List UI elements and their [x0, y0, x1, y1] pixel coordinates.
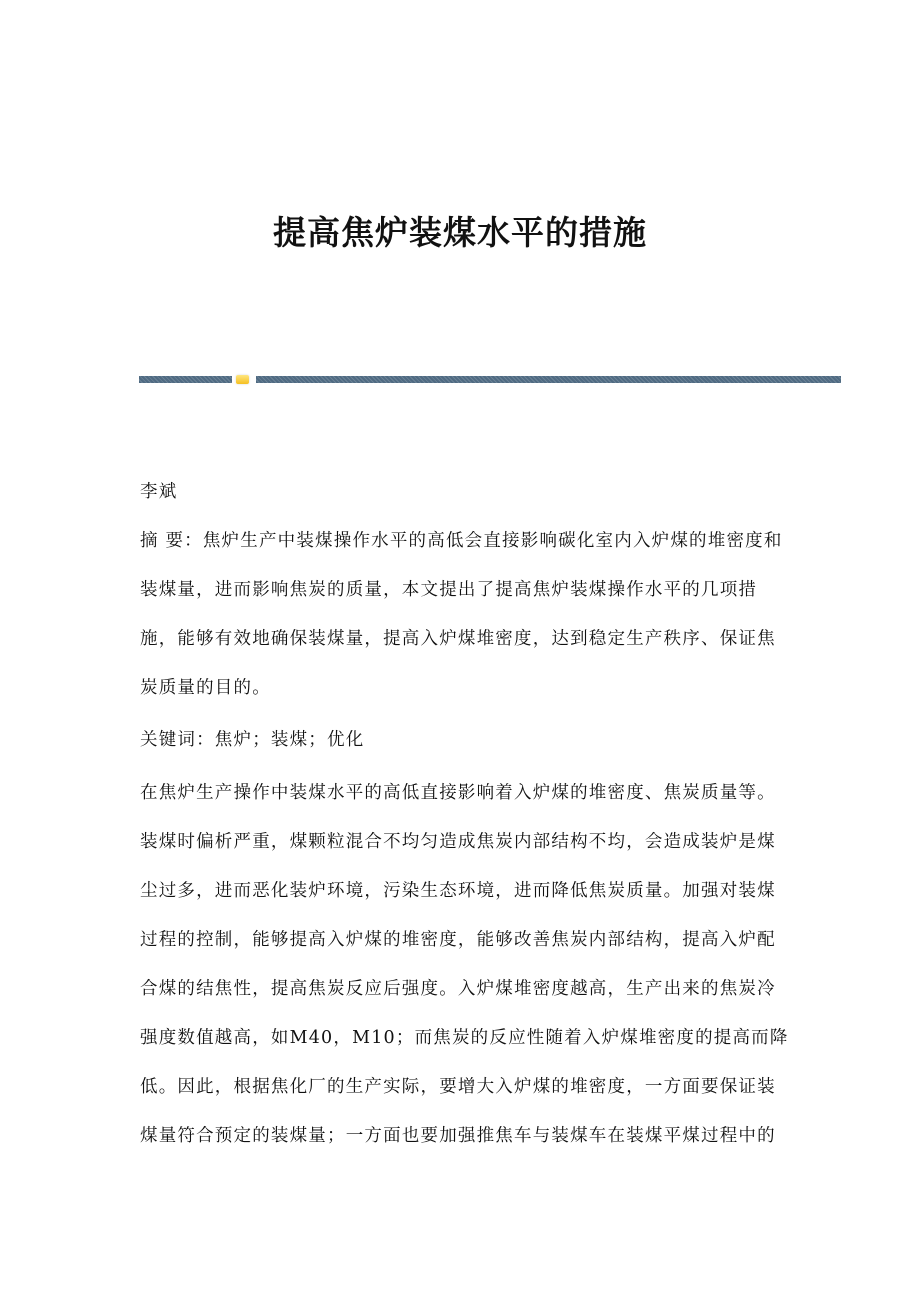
document-title: 提高焦炉装煤水平的措施	[273, 213, 647, 252]
divider-ornament-icon	[236, 375, 249, 384]
abstract-line: 摘 要：焦炉生产中装煤操作水平的高低会直接影响碳化室内入炉煤的堆密度和	[140, 531, 783, 551]
body-line: 尘过多，进而恶化装炉环境，污染生态环境，进而降低焦炭质量。加强对装煤	[140, 881, 776, 901]
title-divider	[139, 375, 841, 384]
divider-bar-right	[256, 376, 841, 383]
body-line: 强度数值越高，如M40，M10；而焦炭的反应性随着入炉煤堆密度的提高而降	[140, 1028, 789, 1048]
body-line: 低。因此，根据焦化厂的生产实际，要增大入炉煤的堆密度，一方面要保证装	[140, 1077, 776, 1097]
body-line: 合煤的结焦性，提高焦炭反应后强度。入炉煤堆密度越高，生产出来的焦炭冷	[140, 979, 776, 999]
abstract-line: 施，能够有效地确保装煤量，提高入炉煤堆密度，达到稳定生产秩序、保证焦	[140, 629, 776, 649]
author-name	[140, 468, 790, 517]
body-line: 在焦炉生产操作中装煤水平的高低直接影响着入炉煤的堆密度、焦炭质量等。	[140, 783, 776, 803]
keywords-line: 关键词：焦炉；装煤；优化	[140, 730, 365, 750]
keywords	[140, 716, 790, 765]
author-line: 李斌	[140, 482, 178, 502]
abstract	[140, 517, 790, 713]
divider-bar-left	[139, 376, 232, 383]
body-line: 煤量符合预定的装煤量；一方面也要加强推焦车与装煤车在装煤平煤过程中的	[140, 1126, 776, 1146]
abstract-line: 炭质量的目的。	[140, 678, 271, 698]
body-paragraph	[140, 769, 790, 1161]
body-line: 装煤时偏析严重，煤颗粒混合不均匀造成焦炭内部结构不均，会造成装炉是煤	[140, 832, 776, 852]
body-line: 过程的控制，能够提高入炉煤的堆密度，能够改善焦炭内部结构，提高入炉配	[140, 930, 776, 950]
abstract-line: 装煤量，进而影响焦炭的质量，本文提出了提高焦炉装煤操作水平的几项措	[140, 580, 758, 600]
